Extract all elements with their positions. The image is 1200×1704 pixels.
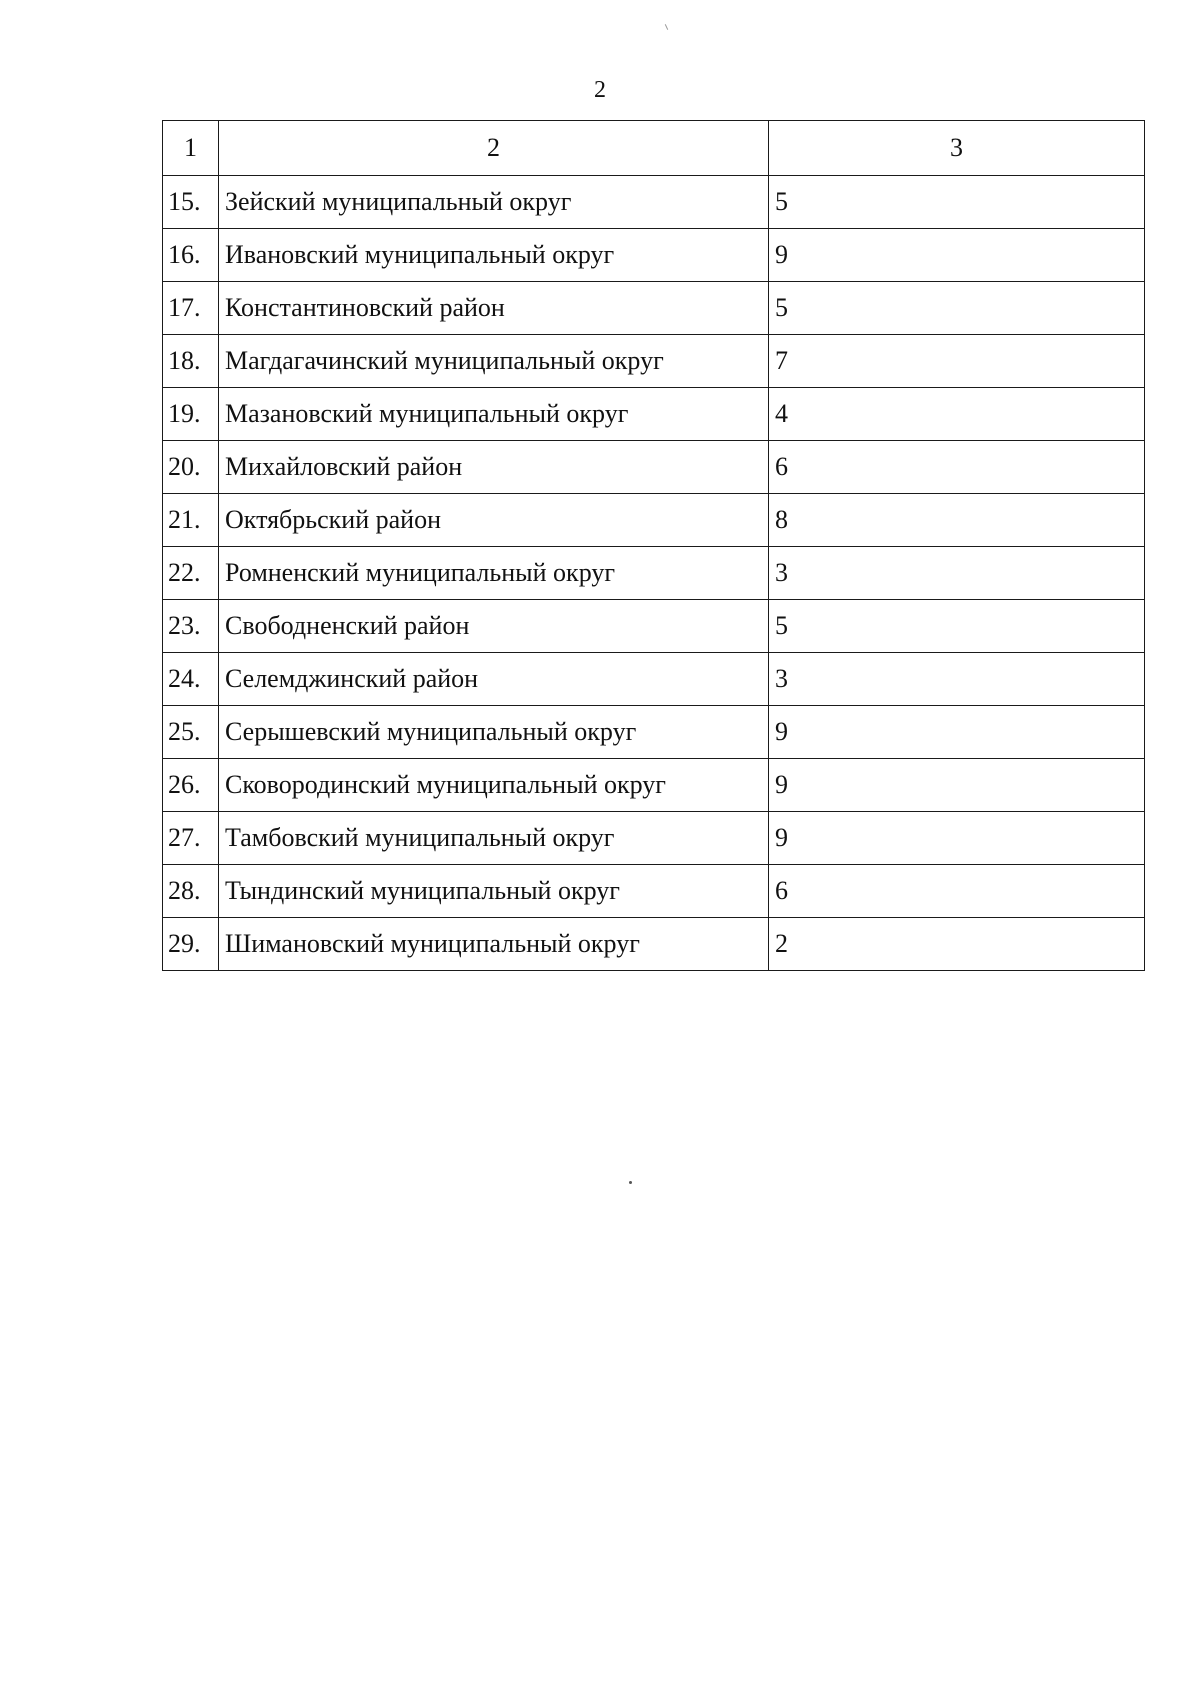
row-number: 29.: [163, 918, 219, 971]
district-value: 8: [769, 494, 1145, 547]
district-value: 9: [769, 812, 1145, 865]
page-number: 2: [594, 77, 606, 103]
table-row: [163, 282, 1145, 335]
row-number: 19.: [163, 388, 219, 441]
district-value: 3: [769, 653, 1145, 706]
district-value: 3: [769, 547, 1145, 600]
district-name: Зейский муниципальный округ: [219, 176, 769, 229]
header-cell-3: 3: [769, 121, 1145, 176]
district-name: Тамбовский муниципальный округ: [219, 812, 769, 865]
scan-mark: [665, 24, 668, 30]
table-header-row: [163, 121, 1145, 176]
district-value: 6: [769, 865, 1145, 918]
header-cell-1: 1: [163, 121, 219, 176]
row-number: 28.: [163, 865, 219, 918]
table-row: [163, 547, 1145, 600]
table-row: [163, 865, 1145, 918]
row-number: 16.: [163, 229, 219, 282]
district-name: Константиновский район: [219, 282, 769, 335]
district-value: 9: [769, 706, 1145, 759]
table-row: [163, 229, 1145, 282]
row-number: 22.: [163, 547, 219, 600]
table-row: [163, 918, 1145, 971]
district-name: Ивановский муниципальный округ: [219, 229, 769, 282]
district-value: 5: [769, 282, 1145, 335]
table-row: [163, 653, 1145, 706]
district-name: Серышевский муниципальный округ: [219, 706, 769, 759]
row-number: 27.: [163, 812, 219, 865]
row-number: 15.: [163, 176, 219, 229]
district-value: 7: [769, 335, 1145, 388]
district-name: Шимановский муниципальный округ: [219, 918, 769, 971]
row-number: 21.: [163, 494, 219, 547]
table-row: [163, 600, 1145, 653]
district-value: 9: [769, 229, 1145, 282]
district-name: Сковородинский муниципальный округ: [219, 759, 769, 812]
row-number: 20.: [163, 441, 219, 494]
row-number: 24.: [163, 653, 219, 706]
district-name: Селемджинский район: [219, 653, 769, 706]
table-row: [163, 388, 1145, 441]
district-name: Михайловский район: [219, 441, 769, 494]
scan-dot: [629, 1181, 632, 1184]
district-value: 2: [769, 918, 1145, 971]
district-name: Магдагачинский муниципальный округ: [219, 335, 769, 388]
row-number: 26.: [163, 759, 219, 812]
table-row: [163, 759, 1145, 812]
district-name: Свободненский район: [219, 600, 769, 653]
district-value: 4: [769, 388, 1145, 441]
row-number: 18.: [163, 335, 219, 388]
district-value: 9: [769, 759, 1145, 812]
table-row: [163, 441, 1145, 494]
table-row: [163, 812, 1145, 865]
table-row: [163, 706, 1145, 759]
row-number: 17.: [163, 282, 219, 335]
table-row: [163, 176, 1145, 229]
district-value: 5: [769, 600, 1145, 653]
district-name: Ромненский муниципальный округ: [219, 547, 769, 600]
district-name: Мазановский муниципальный округ: [219, 388, 769, 441]
header-cell-2: 2: [219, 121, 769, 176]
district-value: 5: [769, 176, 1145, 229]
district-name: Октябрьский район: [219, 494, 769, 547]
table-row: [163, 335, 1145, 388]
row-number: 23.: [163, 600, 219, 653]
row-number: 25.: [163, 706, 219, 759]
districts-table: [162, 120, 1145, 971]
table-body: [163, 121, 1145, 971]
district-value: 6: [769, 441, 1145, 494]
table-row: [163, 494, 1145, 547]
district-name: Тындинский муниципальный округ: [219, 865, 769, 918]
